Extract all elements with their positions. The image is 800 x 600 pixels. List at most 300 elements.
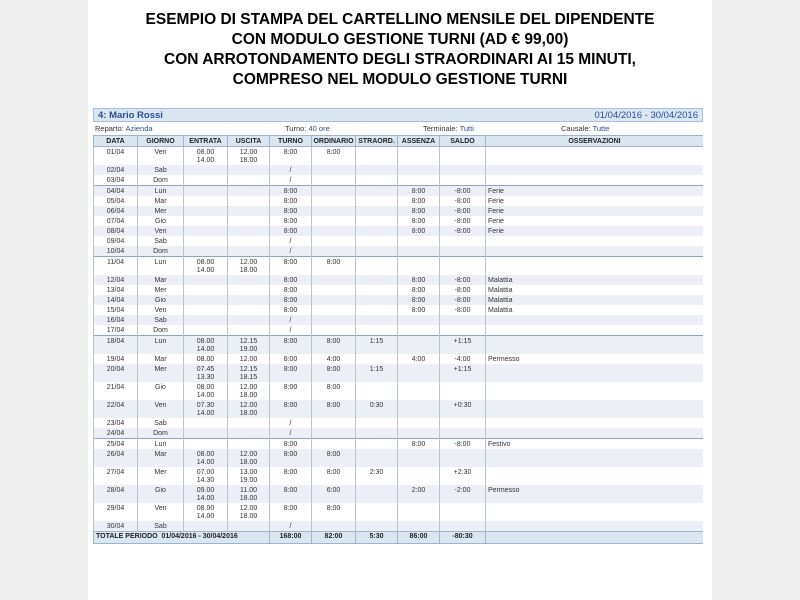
col-header-turno: TURNO	[270, 136, 312, 147]
cell-giorno: Mer	[138, 206, 184, 216]
cell-giorno: Ven	[138, 226, 184, 236]
cell-giorno: Dom	[138, 428, 184, 439]
cell-straord	[356, 325, 398, 336]
cell-assenza: 8:00	[398, 186, 440, 197]
totals-assenza: 86:00	[398, 532, 440, 544]
cell-uscita	[228, 315, 270, 325]
totals-osservazioni	[486, 532, 704, 544]
cell-data: 21/04	[94, 382, 138, 400]
cell-uscita: 12.00	[228, 354, 270, 364]
cell-assenza: 8:00	[398, 295, 440, 305]
col-header-ordinario: ORDINARIO	[313, 137, 354, 145]
cell-entrata	[184, 428, 228, 439]
cell-straord	[356, 257, 398, 276]
cell-osservazioni	[486, 336, 704, 355]
cell-entrata	[184, 275, 228, 285]
cell-turno: 8:00	[270, 305, 312, 315]
cell-giorno: Ven	[138, 305, 184, 315]
cell-assenza	[398, 400, 440, 418]
table-row	[94, 206, 704, 216]
cell-giorno: Dom	[138, 175, 184, 186]
cell-uscita: 12.00 18.00	[228, 257, 270, 276]
cell-ordinario	[312, 246, 356, 257]
cell-assenza	[398, 418, 440, 428]
totals-title: TOTALE PERIODO	[96, 533, 158, 540]
cell-assenza: 8:00	[398, 196, 440, 206]
cell-uscita: 11.00 18.00	[228, 485, 270, 503]
cell-uscita	[228, 246, 270, 257]
cell-osservazioni	[486, 418, 704, 428]
cell-data: 23/04	[94, 418, 138, 428]
cell-turno: 8:00	[270, 257, 312, 276]
cell-giorno: Ven	[138, 147, 184, 166]
table-row	[94, 275, 704, 285]
cell-saldo	[440, 325, 486, 336]
col-header-osservazioni: OSSERVAZIONI	[486, 136, 704, 147]
cell-turno: 8:00	[270, 147, 312, 166]
table-row	[94, 467, 704, 485]
cell-assenza	[398, 428, 440, 439]
cell-ordinario	[312, 175, 356, 186]
cell-uscita: 12.00 18.00	[228, 382, 270, 400]
cell-giorno: Sab	[138, 521, 184, 532]
cell-turno: 8:00	[270, 216, 312, 226]
table-row	[94, 216, 704, 226]
reparto-label: Reparto:	[95, 124, 124, 133]
col-header-data: DATA	[94, 136, 138, 147]
cell-osservazioni: Ferie	[486, 216, 704, 226]
cell-data: 06/04	[94, 206, 138, 216]
cell-data: 30/04	[94, 521, 138, 532]
cell-saldo: -2:00	[440, 485, 486, 503]
cell-data: 28/04	[94, 485, 138, 503]
cell-saldo: -4:00	[440, 354, 486, 364]
cell-turno: /	[270, 315, 312, 325]
cell-ordinario: 8:00	[312, 257, 356, 276]
cell-assenza	[398, 364, 440, 382]
table-row	[94, 257, 704, 276]
cell-data: 05/04	[94, 196, 138, 206]
cell-data: 04/04	[94, 186, 138, 197]
cell-saldo	[440, 175, 486, 186]
cell-osservazioni: Malattia	[486, 285, 704, 295]
cell-straord: 1:15	[356, 364, 398, 382]
causale-value: Tutte	[592, 124, 610, 133]
cell-uscita	[228, 216, 270, 226]
cell-uscita: 12.00 18.00	[228, 147, 270, 166]
cell-straord	[356, 354, 398, 364]
cell-uscita	[228, 275, 270, 285]
cell-straord	[356, 305, 398, 315]
cell-ordinario: 4:00	[312, 354, 356, 364]
cell-ordinario	[312, 236, 356, 246]
cell-turno: 8:00	[270, 382, 312, 400]
period-range: 01/04/2016 - 30/04/2016	[594, 110, 698, 121]
cell-uscita	[228, 175, 270, 186]
table-row	[94, 285, 704, 295]
cell-saldo	[440, 236, 486, 246]
totals-ordinario: 82:00	[312, 532, 356, 544]
terminale-label: Terminale:	[423, 124, 458, 133]
cell-straord	[356, 449, 398, 467]
cell-entrata	[184, 418, 228, 428]
cell-uscita	[228, 521, 270, 532]
table-row	[94, 521, 704, 532]
totals-period: 01/04/2016 - 30/04/2016	[161, 533, 238, 540]
cell-osservazioni	[486, 315, 704, 325]
cell-uscita	[228, 305, 270, 315]
cell-assenza: 2:00	[398, 485, 440, 503]
cell-giorno: Sab	[138, 315, 184, 325]
totals-label	[94, 532, 270, 544]
cell-osservazioni	[486, 257, 704, 276]
cell-straord	[356, 186, 398, 197]
cell-entrata: 08.00 14.00	[184, 257, 228, 276]
cell-giorno: Dom	[138, 246, 184, 257]
cell-turno: 8:00	[270, 439, 312, 450]
cell-uscita	[228, 285, 270, 295]
cell-osservazioni: Ferie	[486, 186, 704, 197]
cell-uscita: 12.00 18.00	[228, 400, 270, 418]
cell-entrata: 09.00 14.00	[184, 485, 228, 503]
cell-entrata: 08.00 14.00	[184, 382, 228, 400]
totals-saldo: -80:30	[440, 532, 486, 544]
cell-ordinario	[312, 295, 356, 305]
cell-ordinario	[312, 285, 356, 295]
cell-osservazioni	[486, 325, 704, 336]
reparto-filter	[95, 124, 153, 133]
cell-giorno: Ven	[138, 503, 184, 521]
employee-name: 4: Mario Rossi	[98, 110, 163, 121]
cell-entrata	[184, 165, 228, 175]
table-row	[94, 382, 704, 400]
cell-entrata: 07.30 14.00	[184, 400, 228, 418]
cell-saldo: -8:00	[440, 285, 486, 295]
cell-ordinario	[312, 315, 356, 325]
cell-osservazioni	[486, 467, 704, 485]
cell-osservazioni	[486, 246, 704, 257]
col-header-assenza: ASSENZA	[398, 136, 440, 147]
cell-entrata	[184, 206, 228, 216]
cell-turno: 8:00	[270, 196, 312, 206]
cell-giorno: Mar	[138, 354, 184, 364]
cell-entrata	[184, 305, 228, 315]
document-heading	[0, 10, 800, 90]
cell-saldo	[440, 418, 486, 428]
cell-assenza	[398, 236, 440, 246]
cell-straord	[356, 439, 398, 450]
cell-straord	[356, 485, 398, 503]
cell-turno: 8:00	[270, 354, 312, 364]
cell-data: 10/04	[94, 246, 138, 257]
cell-uscita: 12.15 19.00	[228, 336, 270, 355]
cell-uscita	[228, 325, 270, 336]
cell-saldo: -8:00	[440, 295, 486, 305]
cell-data: 15/04	[94, 305, 138, 315]
terminale-filter	[423, 124, 474, 133]
cell-assenza: 8:00	[398, 285, 440, 295]
cell-saldo	[440, 147, 486, 166]
cell-straord	[356, 418, 398, 428]
heading-line-2: CON MODULO GESTIONE TURNI (AD € 99,00)	[231, 31, 569, 48]
cell-straord	[356, 236, 398, 246]
cell-turno: 8:00	[270, 449, 312, 467]
cell-giorno: Lun	[138, 257, 184, 276]
cell-saldo: -8:00	[440, 439, 486, 450]
cell-assenza: 8:00	[398, 206, 440, 216]
cell-osservazioni	[486, 364, 704, 382]
cell-data: 24/04	[94, 428, 138, 439]
cell-data: 27/04	[94, 467, 138, 485]
table-row	[94, 354, 704, 364]
table-row	[94, 246, 704, 257]
cell-osservazioni	[486, 428, 704, 439]
cell-straord	[356, 382, 398, 400]
cell-straord	[356, 503, 398, 521]
cell-giorno: Lun	[138, 439, 184, 450]
cell-osservazioni: Permesso	[486, 354, 704, 364]
cell-ordinario: 8:00	[312, 336, 356, 355]
causale-label: Causale:	[561, 124, 591, 133]
cell-saldo	[440, 257, 486, 276]
cell-entrata	[184, 236, 228, 246]
cell-ordinario: 6:00	[312, 485, 356, 503]
cell-ordinario	[312, 226, 356, 236]
cell-osservazioni	[486, 236, 704, 246]
cell-entrata	[184, 521, 228, 532]
cell-uscita: 13.00 19.00	[228, 467, 270, 485]
cell-straord: 1:15	[356, 336, 398, 355]
cell-ordinario	[312, 325, 356, 336]
cell-straord: 0:30	[356, 400, 398, 418]
cell-saldo: +0:30	[440, 400, 486, 418]
cell-saldo: -8:00	[440, 186, 486, 197]
cell-entrata	[184, 175, 228, 186]
cell-giorno: Ven	[138, 400, 184, 418]
cell-assenza	[398, 336, 440, 355]
table-row	[94, 175, 704, 186]
cell-entrata: 07.45 13.30	[184, 364, 228, 382]
cell-uscita: 12.15 18.15	[228, 364, 270, 382]
cell-entrata: 08.00 14.00	[184, 147, 228, 166]
cell-straord	[356, 246, 398, 257]
cell-assenza	[398, 521, 440, 532]
cell-osservazioni	[486, 165, 704, 175]
table-row	[94, 439, 704, 450]
totals-row	[94, 532, 704, 544]
table-row	[94, 485, 704, 503]
cell-straord	[356, 226, 398, 236]
cell-entrata	[184, 315, 228, 325]
cell-giorno: Mer	[138, 285, 184, 295]
timecard	[93, 108, 703, 600]
cell-entrata	[184, 196, 228, 206]
cell-ordinario: 8:00	[312, 364, 356, 382]
cell-data: 14/04	[94, 295, 138, 305]
col-header-saldo: SALDO	[440, 136, 486, 147]
table-row	[94, 364, 704, 382]
cell-entrata	[184, 439, 228, 450]
table-row	[94, 186, 704, 197]
cell-saldo: -8:00	[440, 196, 486, 206]
cell-turno: 8:00	[270, 485, 312, 503]
cell-data: 29/04	[94, 503, 138, 521]
cell-saldo	[440, 165, 486, 175]
cell-giorno: Dom	[138, 325, 184, 336]
cell-turno: /	[270, 428, 312, 439]
cell-ordinario	[312, 165, 356, 175]
cell-osservazioni	[486, 503, 704, 521]
cell-assenza	[398, 325, 440, 336]
cell-ordinario	[312, 186, 356, 197]
heading-line-1: ESEMPIO DI STAMPA DEL CARTELLINO MENSILE DEL DIPENDENTE	[145, 11, 655, 28]
cell-data: 22/04	[94, 400, 138, 418]
cell-giorno: Gio	[138, 485, 184, 503]
table-row	[94, 315, 704, 325]
cell-giorno: Sab	[138, 165, 184, 175]
cell-data: 25/04	[94, 439, 138, 450]
cell-data: 11/04	[94, 257, 138, 276]
cell-ordinario	[312, 206, 356, 216]
cell-turno: /	[270, 175, 312, 186]
cell-assenza	[398, 503, 440, 521]
col-header-entrata: ENTRATA	[184, 136, 228, 147]
cell-straord	[356, 285, 398, 295]
table-row	[94, 428, 704, 439]
cell-turno: 8:00	[270, 364, 312, 382]
cell-saldo: +1:15	[440, 336, 486, 355]
cell-uscita	[228, 418, 270, 428]
cell-ordinario	[312, 521, 356, 532]
cell-assenza	[398, 246, 440, 257]
cell-giorno: Mar	[138, 196, 184, 206]
cell-saldo: +2:30	[440, 467, 486, 485]
cell-ordinario: 8:00	[312, 449, 356, 467]
cell-entrata: 08.00 14.00	[184, 503, 228, 521]
cell-data: 18/04	[94, 336, 138, 355]
cell-osservazioni: Malattia	[486, 295, 704, 305]
cell-entrata	[184, 285, 228, 295]
cell-entrata: 07.00 14.30	[184, 467, 228, 485]
cell-entrata	[184, 186, 228, 197]
cell-uscita	[228, 226, 270, 236]
cell-giorno: Lun	[138, 186, 184, 197]
cell-turno: 8:00	[270, 467, 312, 485]
table-row	[94, 196, 704, 206]
cell-turno: /	[270, 418, 312, 428]
cell-saldo: -8:00	[440, 226, 486, 236]
cell-saldo	[440, 521, 486, 532]
heading-line-4: COMPRESO NEL MODULO GESTIONE TURNI	[232, 71, 568, 88]
cell-ordinario	[312, 428, 356, 439]
cell-assenza: 8:00	[398, 305, 440, 315]
totals-straord: 5:30	[356, 532, 398, 544]
cell-saldo: +1:15	[440, 364, 486, 382]
cell-ordinario: 8:00	[312, 467, 356, 485]
cell-assenza: 8:00	[398, 439, 440, 450]
table-row	[94, 503, 704, 521]
cell-giorno: Mar	[138, 275, 184, 285]
cell-assenza: 4:00	[398, 354, 440, 364]
cell-straord	[356, 206, 398, 216]
cell-assenza	[398, 315, 440, 325]
cell-assenza: 8:00	[398, 216, 440, 226]
timecard-filters	[93, 122, 703, 134]
reparto-value: Azienda	[125, 124, 153, 133]
cell-turno: /	[270, 236, 312, 246]
turno-filter	[285, 124, 330, 133]
cell-turno: 8:00	[270, 226, 312, 236]
turno-label: Turno:	[285, 124, 307, 133]
cell-ordinario	[312, 439, 356, 450]
cell-osservazioni	[486, 521, 704, 532]
cell-osservazioni: Malattia	[486, 305, 704, 315]
cell-ordinario: 8:00	[312, 147, 356, 166]
cell-giorno: Mer	[138, 467, 184, 485]
cell-entrata: 08.00	[184, 354, 228, 364]
cell-straord: 2:30	[356, 467, 398, 485]
table-row	[94, 165, 704, 175]
cell-data: 12/04	[94, 275, 138, 285]
table-row	[94, 449, 704, 467]
table-body	[94, 147, 704, 532]
cell-data: 08/04	[94, 226, 138, 236]
cell-ordinario	[312, 305, 356, 315]
table-row	[94, 400, 704, 418]
cell-entrata	[184, 246, 228, 257]
timecard-title-bar	[93, 108, 703, 122]
cell-giorno: Mer	[138, 364, 184, 382]
cell-assenza	[398, 165, 440, 175]
turno-value: 40 ore	[308, 124, 330, 133]
cell-assenza	[398, 382, 440, 400]
cell-entrata: 08.00 14.00	[184, 449, 228, 467]
cell-turno: 8:00	[270, 275, 312, 285]
cell-data: 02/04	[94, 165, 138, 175]
cell-giorno: Gio	[138, 382, 184, 400]
cell-turno: /	[270, 246, 312, 257]
cell-entrata	[184, 325, 228, 336]
cell-straord	[356, 521, 398, 532]
cell-saldo: -8:00	[440, 305, 486, 315]
cell-osservazioni	[486, 175, 704, 186]
cell-turno: 8:00	[270, 285, 312, 295]
cell-giorno: Sab	[138, 236, 184, 246]
timecard-table	[93, 135, 703, 544]
col-header-straord: STRAORD.	[356, 136, 398, 147]
cell-turno: 8:00	[270, 206, 312, 216]
cell-saldo	[440, 246, 486, 257]
cell-giorno: Mar	[138, 449, 184, 467]
cell-assenza	[398, 257, 440, 276]
cell-osservazioni: Ferie	[486, 196, 704, 206]
cell-saldo: -8:00	[440, 216, 486, 226]
cell-data: 03/04	[94, 175, 138, 186]
table-row	[94, 236, 704, 246]
cell-straord	[356, 295, 398, 305]
col-header-giorno: GIORNO	[138, 136, 184, 147]
cell-ordinario: 8:00	[312, 503, 356, 521]
cell-entrata: 08.00 14.00	[184, 336, 228, 355]
cell-osservazioni: Ferie	[486, 206, 704, 216]
cell-data: 26/04	[94, 449, 138, 467]
cell-uscita	[228, 236, 270, 246]
cell-turno: 8:00	[270, 295, 312, 305]
cell-data: 07/04	[94, 216, 138, 226]
cell-turno: 8:00	[270, 336, 312, 355]
heading-line-3: CON ARROTONDAMENTO DEGLI STRAORDINARI AI 15 MINUTI,	[164, 51, 636, 68]
cell-osservazioni: Permesso	[486, 485, 704, 503]
